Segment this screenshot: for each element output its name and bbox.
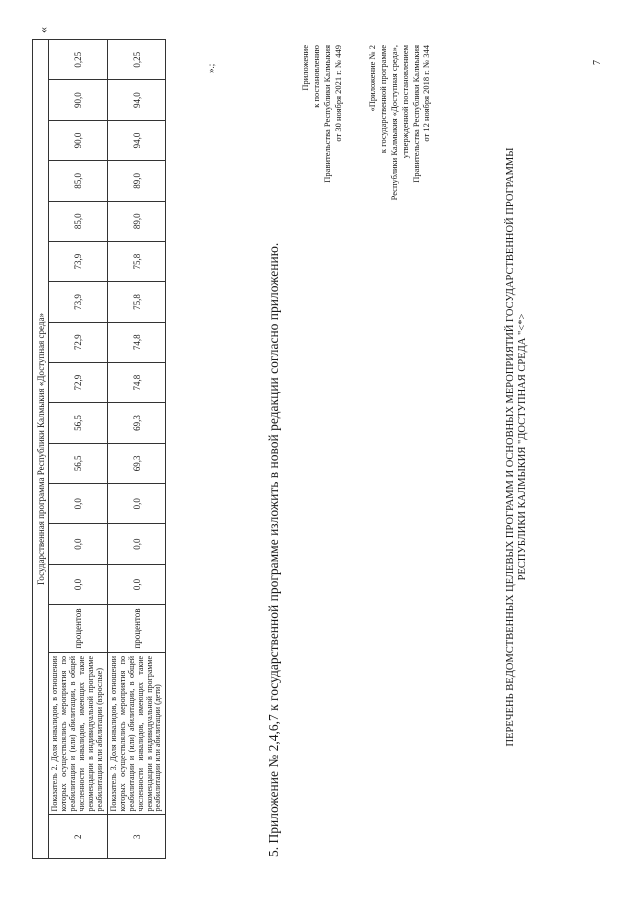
value-cell: 94,0: [107, 80, 166, 120]
heading-line: ПЕРЕЧЕНЬ ВЕДОМСТВЕННЫХ ЦЕЛЕВЫХ ПРОГРАММ И ОСНОВНЫХ МЕРОПРИЯТИЙ ГОСУДАРСТВЕННОЙ ПРОГРАММЫ: [505, 147, 516, 747]
value-cell: 69,3: [107, 443, 166, 483]
value-cell: 0,25: [107, 40, 166, 80]
appendix-line: Правительства Республики Калмыкия: [321, 45, 332, 183]
program-title-cell: Государственная программа Республики Калмыкия «Доступная среда»: [33, 40, 49, 859]
appendix-line: утвержденной постановлением: [399, 45, 410, 159]
value-cell: 0,0: [107, 484, 166, 524]
value-cell: 56,5: [49, 443, 108, 483]
value-cell: 0,0: [49, 524, 108, 564]
item-5-paragraph: 5. Приложение № 2,4,6,7 к государственной программе изложить в новой редакции согласно приложению.: [266, 242, 281, 857]
appendix-line: от 30 ноября 2021 г. № 449: [332, 45, 343, 142]
appendix-line: от 12 ноября 2018 г. № 344: [421, 45, 432, 142]
value-cell: 89,0: [107, 201, 166, 241]
table-row: [107, 40, 166, 859]
appendix-line: «Приложение № 2: [367, 45, 377, 112]
value-cell: 0,0: [49, 564, 108, 604]
value-cell: 0,0: [107, 524, 166, 564]
indicator-description: Показатель 3. Доля инвалидов, в отношении которых осуществлялись мероприятия по реабилитации и (или) абилитации, в общей численности инвалидов, имеющих такие рекомендации в индивидуальной программе реабилитации или абилитации (дети): [107, 652, 166, 815]
value-cell: 73,9: [49, 282, 108, 322]
appendix-program-block: [367, 45, 432, 305]
unit-cell: процентов: [107, 605, 166, 653]
unit-cell: процентов: [49, 605, 108, 653]
value-cell: 0,0: [107, 564, 166, 604]
table-row: [49, 40, 108, 859]
indicator-description: Показатель 2. Доля инвалидов, в отношении которых осуществлялись мероприятия по реабилитации и (или) абилитации, в общей численности инвалидов, имеющих такие рекомендации в индивидуальной программе реабилитации или абилитации (взрослые): [49, 652, 108, 815]
heading-line: РЕСПУБЛИКИ КАЛМЫКИЯ "ДОСТУПНАЯ СРЕДА "<*>: [517, 313, 529, 581]
appendix-decree-block: [300, 45, 344, 255]
row-number: 3: [107, 815, 166, 859]
value-cell: 75,8: [107, 282, 166, 322]
value-cell: 90,0: [49, 120, 108, 160]
value-cell: 85,0: [49, 161, 108, 201]
appendix-line: Приложение: [300, 45, 310, 91]
value-cell: 56,5: [49, 403, 108, 443]
value-cell: 90,0: [49, 80, 108, 120]
value-cell: 0,0: [49, 484, 108, 524]
document-heading: [505, 67, 529, 827]
appendix-line: Правительства Республики Калмыкия: [410, 45, 421, 183]
value-cell: 74,8: [107, 322, 166, 362]
value-cell: 89,0: [107, 161, 166, 201]
value-cell: 72,9: [49, 322, 108, 362]
opening-quote: «: [36, 27, 50, 33]
value-cell: 72,9: [49, 362, 108, 402]
value-cell: 85,0: [49, 201, 108, 241]
indicators-table: [32, 39, 166, 859]
appendix-line: к государственной программе: [377, 45, 388, 154]
value-cell: 74,8: [107, 362, 166, 402]
closing-quote-mark: ».;: [206, 63, 216, 73]
value-cell: 94,0: [107, 120, 166, 160]
appendix-line: к постановлению: [310, 45, 321, 108]
value-cell: 0,25: [49, 40, 108, 80]
value-cell: 73,9: [49, 241, 108, 281]
row-number: 2: [49, 815, 108, 859]
page-number: 7: [592, 60, 603, 65]
value-cell: 69,3: [107, 403, 166, 443]
value-cell: 75,8: [107, 241, 166, 281]
appendix-line: Республики Калмыкия «Доступная среда»,: [388, 45, 399, 201]
